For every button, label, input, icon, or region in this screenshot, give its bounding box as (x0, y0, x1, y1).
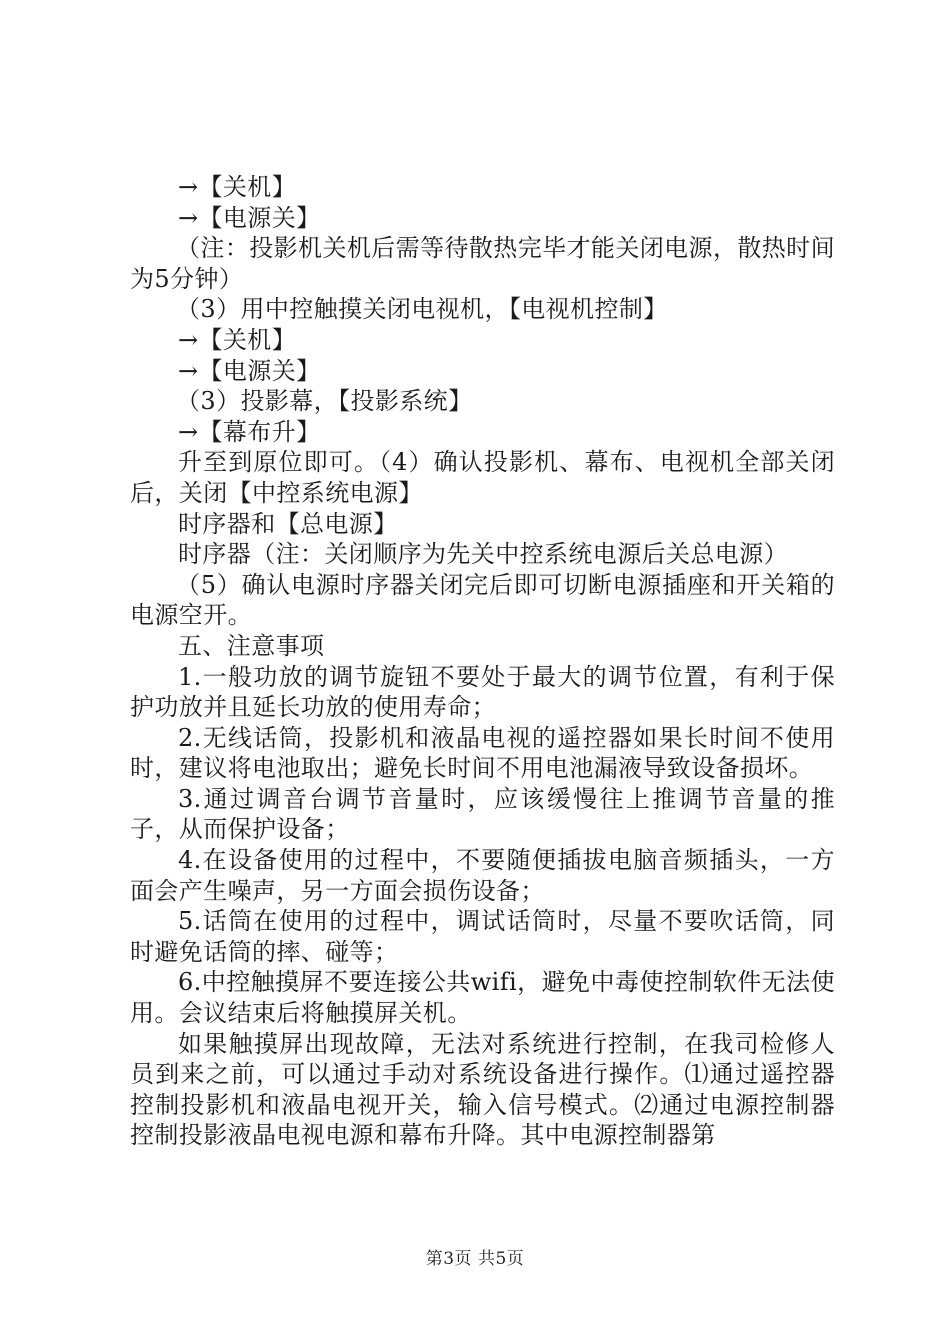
paragraph: 升至到原位即可。（4）确认投影机、幕布、电视机全部关闭后，关闭【中控系统电源】 (130, 448, 835, 507)
page-number-footer: 第3页 共5页 (425, 1249, 525, 1269)
paragraph: →【幕布升】 (178, 417, 321, 446)
list-item: 5.话筒在使用的过程中，调试话筒时，尽量不要吹话筒，同时避免话筒的摔、碰等； (130, 907, 835, 966)
paragraph: →【关机】 (178, 173, 297, 201)
list-item: 4.在设备使用的过程中，不要随便插拔电脑音频插头，一方面会产生噪声，另一方面会损伤设备； (130, 846, 835, 905)
paragraph: （3）投影幕，【投影系统】 (176, 387, 473, 416)
paragraph: →【关机】 (178, 325, 297, 354)
paragraph: （5）确认电源时序器关闭完后即可切断电源插座和开关箱的电源空开。 (130, 570, 835, 630)
section-heading: 五、注意事项 (178, 631, 325, 660)
document-body (130, 172, 835, 1151)
list-item: 3.通过调音台调节音量时，应该缓慢往上推调节音量的推子，从而保护设备； (130, 784, 835, 844)
paragraph: 时序器（注：关闭顺序为先关中控系统电源后关总电源） (178, 540, 788, 569)
list-item: 6.中控触摸屏不要连接公共wifi，避免中毒使控制软件无法使用。会议结束后将触摸屏关机。 (130, 968, 835, 1028)
paragraph: →【电源关】 (178, 203, 321, 232)
paragraph: （3）用中控触摸关闭电视机，【电视机控制】 (176, 295, 668, 324)
paragraph: 如果触摸屏出现故障，无法对系统进行控制，在我司检修人员到来之前，可以通过手动对系统设备进行操作。⑴通过遥控器控制投影机和液晶电视开关，输入信号模式。⑵通过电源控制器控制投影液晶电视电源和幕布升降。其中电源控制器第 (130, 1029, 835, 1150)
paragraph: 时序器和【总电源】 (178, 509, 398, 538)
list-item: 1.一般功放的调节旋钮不要处于最大的调节位置，有利于保护功放并且延长功放的使用寿命； (130, 662, 835, 722)
paragraph: →【电源关】 (178, 356, 321, 385)
list-item: 2.无线话筒，投影机和液晶电视的遥控器如果长时间不使用时，建议将电池取出；避免长时间不用电池漏液导致设备损坏。 (130, 723, 835, 783)
paragraph: （注：投影机关机后需等待散热完毕才能关闭电源，散热时间为5分钟） (130, 234, 835, 293)
